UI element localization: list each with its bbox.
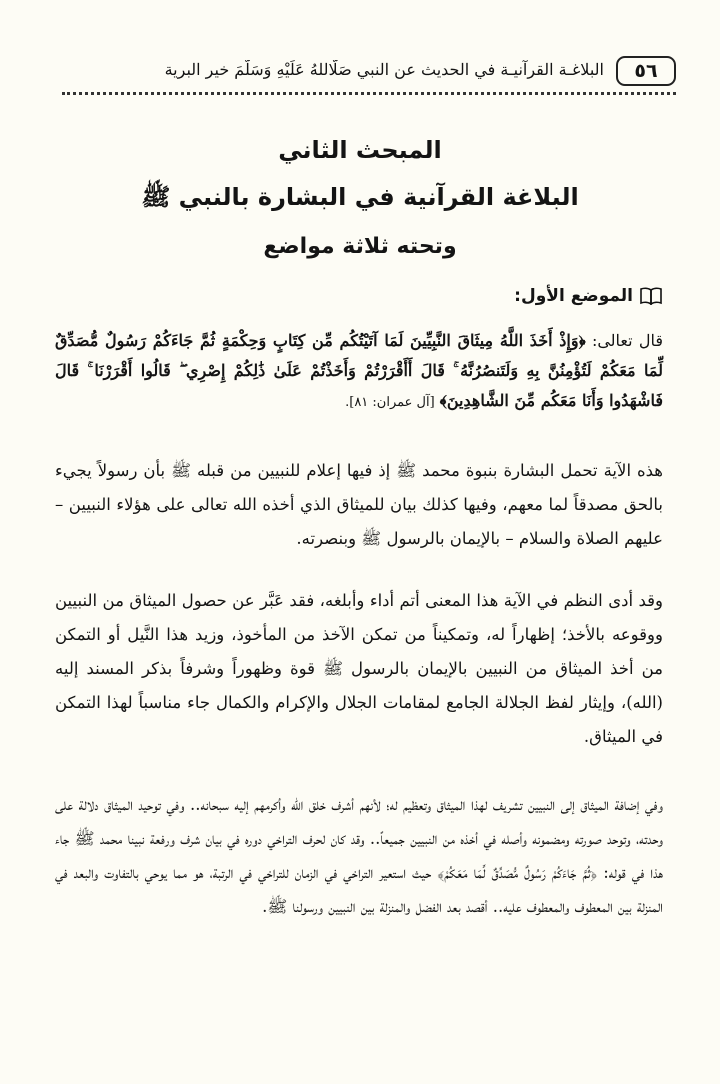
- verse-text: ﴿وَإِذْ أَخَذَ اللَّهُ مِيثَاقَ النَّبِيِّينَ لَمَا آتَيْتُكُم مِّن كِتَابٍ وَحِكْمَةٍ ثُمَّ جَاءَكُمْ رَسُولٌ مُّصَدِّقٌ لِّمَا مَعَكُمْ لَتُؤْمِنُنَّ بِهِ وَلَتَنصُرُنَّهُ ۚ قَالَ أَأَقْرَرْتُمْ وَأَخَذْتُمْ عَلَىٰ ذَٰلِكُمْ إِصْرِي ۖ قَالُوا أَقْرَرْنَا ۚ قَالَ فَاشْهَدُوا وَأَنَا مَعَكُم مِّنَ الشَّاهِدِينَ﴾: [55, 331, 663, 410]
- verse-reference: [آل عمران: ٨١].: [345, 395, 435, 410]
- paragraph: وقد أدى النظم في الآية هذا المعنى أتم أداء وأبلغه، فقد عَبَّر عن حصول الميثاق من النبيين ووقوعه بالأخذ؛ إظهاراً له، وتمكيناً من تمكن الآخذ من المأخوذ، وزيد هذا النَّيل أو التمكن من أخذ الميثاق من النبيين بالإيمان بالرسول ﷺ قوة وظهوراً وشرفاً بذكر المسند إليه (الله)، وإيثار لفظ الجلالة الجامع لمقامات الجلال والإكرام والكمال جاء مناسباً لهذا التمكن في الميثاق.: [55, 591, 663, 746]
- chapter-subtitle: وتحته ثلاثة مواضع: [263, 234, 457, 259]
- subsection-heading: [514, 286, 663, 306]
- running-header: [62, 54, 676, 94]
- page-number: ٥٦: [616, 56, 676, 86]
- open-book-icon: [639, 287, 663, 305]
- paragraph: وفي إضافة الميثاق إلى النبيين تشريف لهذا الميثاق وتعظيم له؛ لأنهم أشرف خلق الله وأكرمهم إليه سبحانه.. وفي توحيد الميثاق دلالة على وحدته، وتوحد صورته ومضمونه وأصله في أخذه من النبيين جميعاً.. وقد كان لحرف التراخي دوره في بيان شرف ورفعة نبينا محمد ﷺ جاء هذا في قوله: ﴿ثُمَّ جَاءَكُمْ رَسُولٌ مُّصَدِّقٌ لِّمَا مَعَكُمْ﴾ حيث استعير التراخي في الزمان للتراخي في الرتبة، هو مما يوحي بالتفاوت والبعد في المنزلة بين المعطوف والمعطوف عليه.. أقصد بعد الفضل والمنزلة بين النبيين ورسولنا ﷺ.: [55, 795, 663, 916]
- running-title: البلاغـة القرآنيـة في الحديث عن النبي صَلَّاللهُ عَلَيْهِ وَسَلَّمَ خير البرية: [164, 60, 604, 79]
- paragraph: هذه الآية تحمل البشارة بنبوة محمد ﷺ إذ فيها إعلام للنبيين من قبله ﷺ بأن رسولاً يجيء بالحق مصدقاً لما معهم، وفيها كذلك بيان للميثاق الذي أخذه الله تعالى على هؤلاء النبيين – عليهم الصلاة والسلام – بالإيمان بالرسول ﷺ وبنصرته.: [55, 461, 663, 548]
- chapter-title: البلاغة القرآنية في البشارة بالنبي ﷺ: [141, 183, 579, 211]
- verse-intro: قال تعالى:: [591, 331, 663, 350]
- section-heading: المبحث الثاني: [278, 136, 442, 164]
- quran-verse-block: [55, 326, 663, 418]
- subsection-label: الموضع الأول:: [514, 286, 633, 306]
- header-dotted-rule: [62, 92, 676, 95]
